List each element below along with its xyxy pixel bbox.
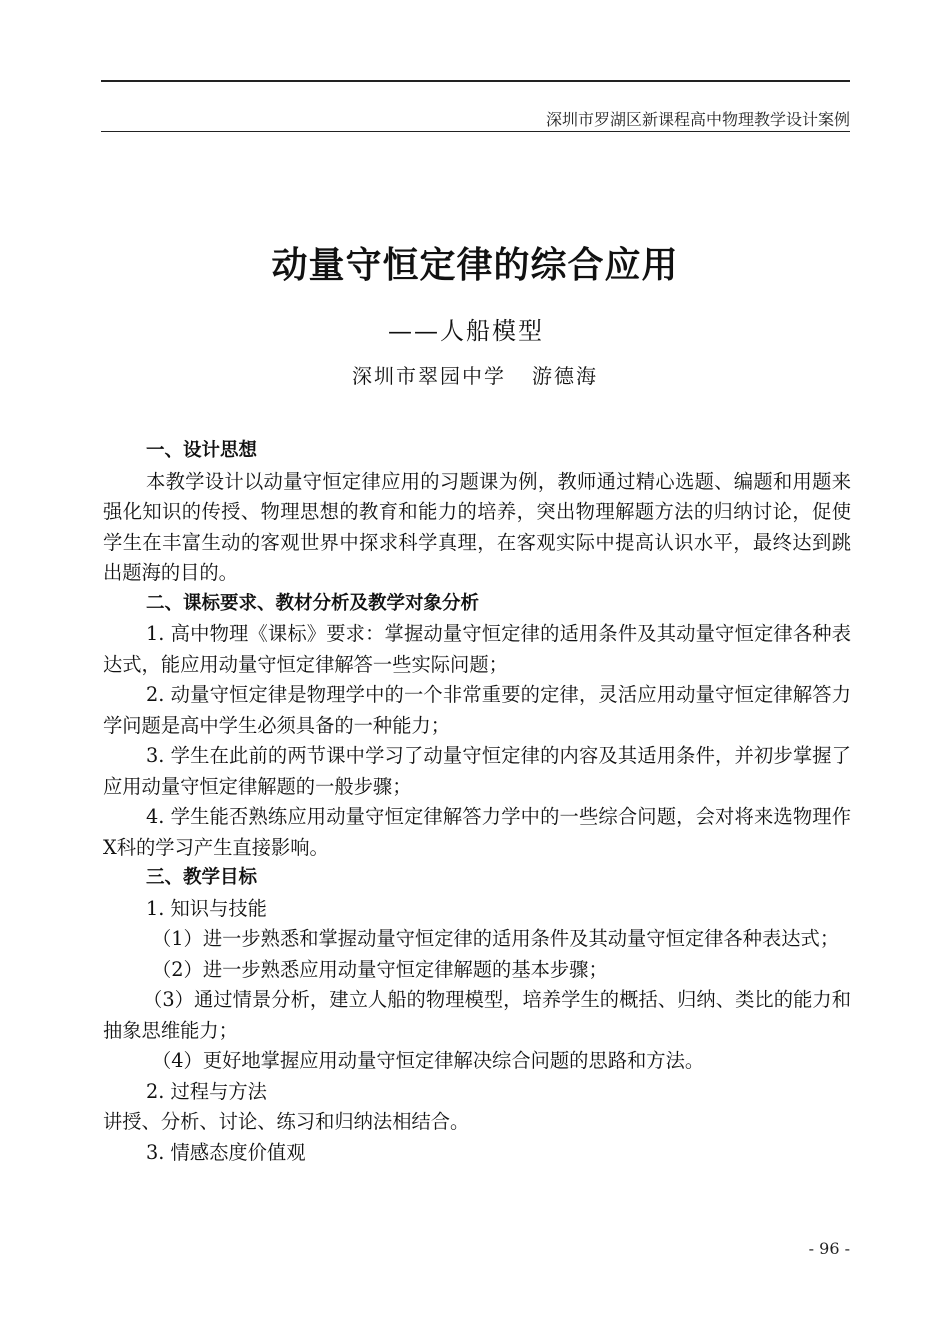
body-text — [103, 436, 851, 1168]
document-title: 动量守恒定律的综合应用 — [271, 245, 679, 286]
objective-item: （3）通过情景分析，建立人船的物理模型，培养学生的概括、归纳、类比的能力和抽象思维能力； — [103, 988, 851, 1042]
objective-item: （1）进一步熟悉和掌握动量守恒定律的适用条件及其动量守恒定律各种表达式； — [152, 927, 840, 950]
objective-item: （4）更好地掌握应用动量守恒定律解决综合问题的思路和方法。 — [152, 1049, 705, 1072]
analysis-item: 3. 学生在此前的两节课中学习了动量守恒定律的内容及其适用条件，并初步掌握了应用动量守恒定律解题的一般步骤； — [103, 744, 851, 798]
document-subtitle: ——人船模型 — [388, 317, 544, 345]
running-header: 深圳市罗湖区新课程高中物理教学设计案例 — [545, 110, 850, 129]
analysis-item: 4. 学生能否熟练应用动量守恒定律解答力学中的一些综合问题，会对将来选物理作X科的学习产生直接影响。 — [103, 805, 851, 859]
author-byline — [0, 362, 950, 390]
objective-subheading-attitude: 3. 情感态度价值观 — [146, 1140, 306, 1164]
paragraph-methods: 讲授、分析、讨论、练习和归纳法相结合。 — [103, 1110, 470, 1133]
analysis-item: 2. 动量守恒定律是物理学中的一个非常重要的定律，灵活应用动量守恒定律解答力学问题是高中学生必须具备的一种能力； — [103, 683, 851, 737]
analysis-item: 1. 高中物理《课标》要求：掌握动量守恒定律的适用条件及其动量守恒定律各种表达式，能应用动量守恒定律解答一些实际问题； — [103, 622, 851, 676]
author-school: 深圳市翠园中学 — [352, 364, 506, 388]
header-top-rule — [101, 80, 850, 82]
section-heading-analysis: 二、课标要求、教材分析及教学对象分析 — [146, 592, 480, 614]
objective-subheading-knowledge: 1. 知识与技能 — [146, 896, 267, 920]
paragraph-design-idea: 本教学设计以动量守恒定律应用的习题课为例，教师通过精心选题、编题和用题来强化知识的传授、物理思想的教育和能力的培养，突出物理解题方法的归纳讨论，促使学生在丰富生动的客观世界中探求科学真理，在客观实际中提高认识水平，最终达到跳出题海的目的。 — [103, 469, 851, 584]
objective-subheading-process: 2. 过程与方法 — [146, 1079, 267, 1103]
author-name: 游德海 — [532, 364, 598, 388]
section-heading-objectives: 三、教学目标 — [146, 867, 258, 888]
header-bottom-rule — [101, 131, 850, 132]
section-heading-design: 一、设计思想 — [146, 440, 258, 461]
objective-item: （2）进一步熟悉应用动量守恒定律解题的基本步骤； — [152, 957, 608, 981]
page-number: - 96 - — [808, 1239, 850, 1258]
